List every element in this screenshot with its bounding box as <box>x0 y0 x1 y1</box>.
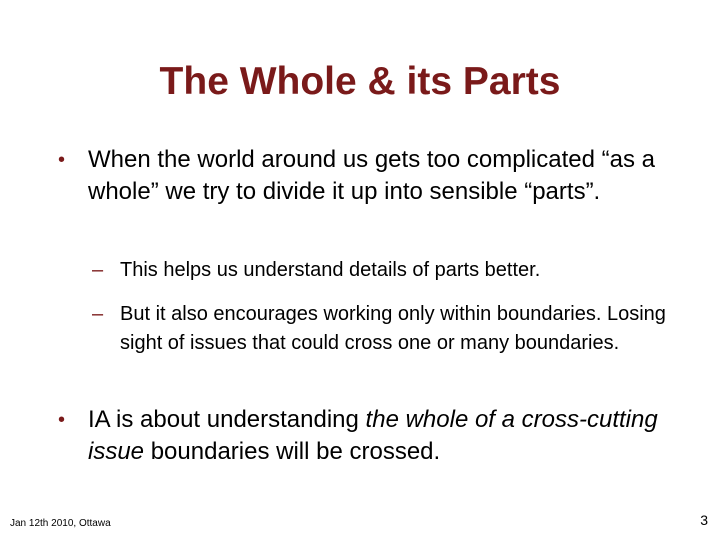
slide-title: The Whole & its Parts <box>159 60 561 103</box>
sub-bullet-text: This helps us understand details of parts better. <box>120 259 541 281</box>
sub-bullet-item <box>92 256 672 285</box>
bullet-item <box>58 404 678 468</box>
bullet-text <box>88 404 678 468</box>
footer-text: Jan 12th 2010, Ottawa <box>10 518 111 529</box>
bullet-icon: • <box>58 149 66 171</box>
sub-bullet-item <box>92 300 672 358</box>
page-number: 3 <box>700 512 708 528</box>
bullet-item <box>58 144 678 208</box>
sub-bullet-text: But it also encourages working only within boundaries. Losing sight of issues that could cross one or many boundaries. <box>120 303 666 354</box>
dash-icon: – <box>92 303 104 325</box>
bullet-icon: • <box>58 409 66 431</box>
bullet-text-italic: the whole of a cross-cutting issue <box>88 406 658 465</box>
bullet-text: When the world around us gets too complicated “as a whole” we try to divide it up into sensible “parts”. <box>88 146 655 205</box>
bullet-text-plain: IA is about understanding <box>88 406 366 433</box>
bullet-text-plain-end: boundaries will be crossed. <box>144 438 441 465</box>
dash-icon: – <box>92 259 104 281</box>
